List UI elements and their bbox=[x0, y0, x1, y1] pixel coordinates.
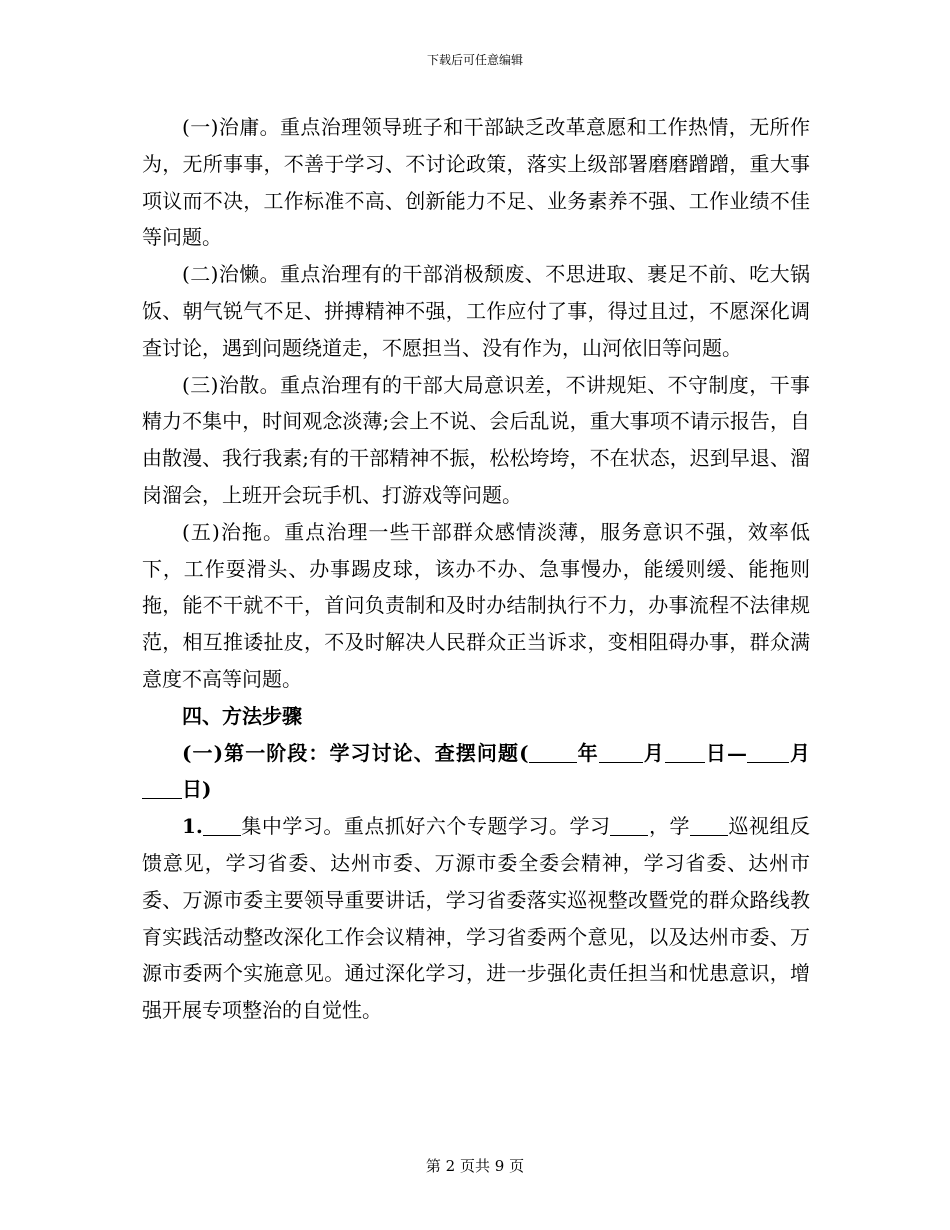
paragraph-zhisan: (三)治散。重点治理有的干部大局意识差，不讲规矩、不守制度，干事精力不集中，时间观念淡薄;会上不说、会后乱说，重大事项不请示报告，自由散漫、我行我素;有的干部精神不振，松松垮垮，不在状态，迟到早退、溜岗溜会，上班开会玩手机、打游戏等问题。 bbox=[142, 372, 810, 507]
blank-month bbox=[599, 742, 643, 763]
document-body bbox=[142, 109, 810, 1029]
page-header: 下载后可任意编辑 bbox=[426, 53, 523, 67]
section-heading-methods: 四、方法步骤 bbox=[182, 703, 302, 728]
blank-year bbox=[529, 742, 577, 763]
item-one-paragraph bbox=[142, 808, 810, 1029]
label-day-end: 日) bbox=[182, 777, 212, 802]
stage-one-heading bbox=[142, 735, 810, 809]
blank-month-end bbox=[747, 742, 789, 763]
label-month: 月 bbox=[642, 740, 665, 765]
item-one-text-c: 巡视组反馈意见，学习省委、达州市委、万源市委全委会精神，学习省委、达州市委、万源市委主要领导重要讲话，学习省委落实巡视整改暨党的群众路线教育实践活动整改深化工作会议精神，学习省委两个意见，以及达州市委、万源市委两个实施意见。通过深化学习，进一步强化责任担当和忧患意识，增强开展专项整治的自觉性。 bbox=[142, 814, 811, 1023]
paragraph-zhiyong: (一)治庸。重点治理领导班子和干部缺乏改革意愿和工作热情，无所作为，无所事事，不善于学习、不讨论政策，落实上级部署磨磨蹭蹭，重大事项议而不决，工作标准不高、创新能力不足、业务素养不强、工作业绩不佳等问题。 bbox=[142, 115, 810, 250]
item-one-text-b: ，学 bbox=[648, 814, 690, 839]
page-footer: 第 2 页共 9 页 bbox=[425, 1157, 525, 1175]
blank-day bbox=[665, 742, 705, 763]
label-year: 年 bbox=[576, 740, 599, 765]
label-month-end: 月 bbox=[788, 740, 811, 765]
item-one-text-a: 集中学习。重点抓好六个专题学习。学习 bbox=[240, 814, 611, 839]
blank-study-1 bbox=[203, 815, 241, 836]
blank-study-2 bbox=[610, 815, 648, 836]
paragraph-zhilan: (二)治懒。重点治理有的干部消极颓废、不思进取、裹足不前、吃大锅饭、朝气锐气不足、拼搏精神不强，工作应付了事，得过且过，不愿深化调查讨论，遇到问题绕道走，不愿担当、没有作为，山河依旧等问题。 bbox=[142, 262, 810, 360]
paragraph-zhituo: (五)治拖。重点治理一些干部群众感情淡薄，服务意识不强，效率低下，工作耍滑头、办事踢皮球，该办不办、急事慢办，能缓则缓、能拖则拖，能不干就不干，首问负责制和及时办结制执行不力，办事流程不法律规范，相互推诿扯皮，不及时解决人民群众正当诉求，变相阻碍办事，群众满意度不高等问题。 bbox=[142, 519, 810, 691]
item-one-number: 1. bbox=[182, 814, 203, 839]
blank-day-end bbox=[142, 778, 182, 799]
label-day-dash: 日— bbox=[704, 740, 747, 765]
stage-one-title: (一)第一阶段：学习讨论、查摆问题( bbox=[182, 740, 529, 765]
blank-study-3 bbox=[690, 815, 728, 836]
